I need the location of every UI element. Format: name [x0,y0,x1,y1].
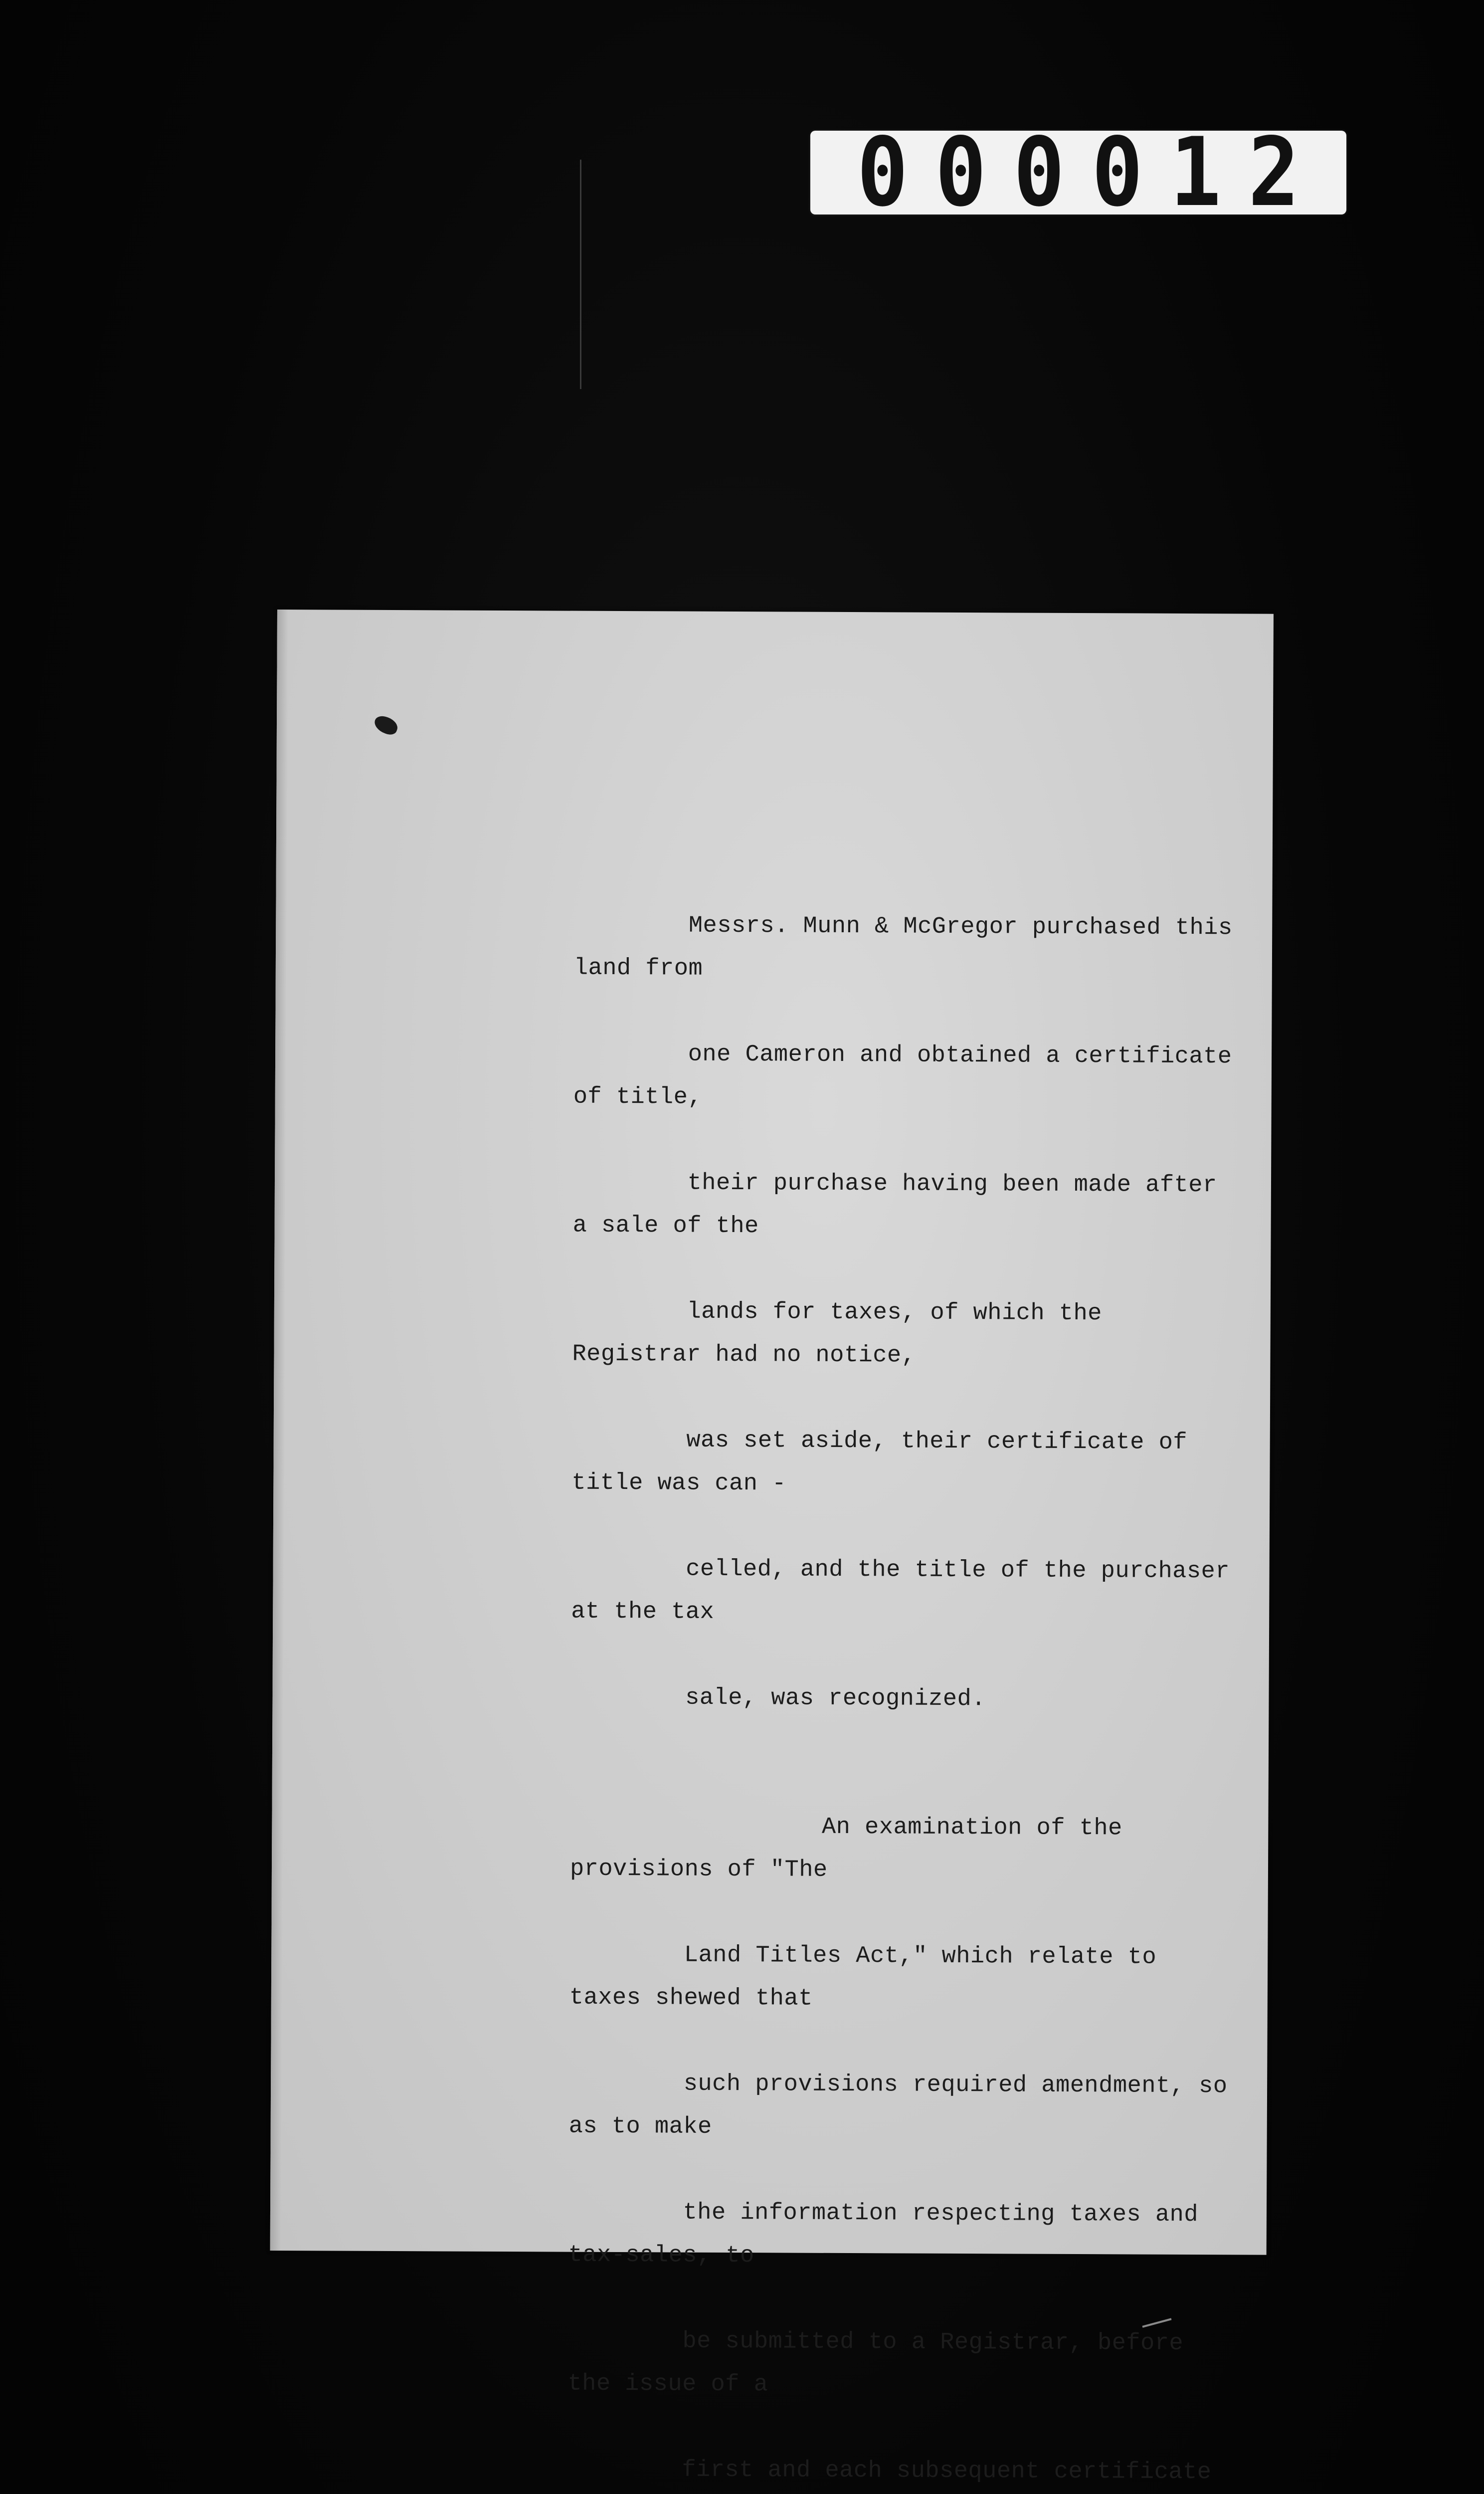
document-page [270,610,1274,2486]
text-line: be submitted to a Registrar, before the issue of a [567,2328,1198,2398]
typed-letter-body [563,861,1247,2494]
text-line: their purchase having been made after a sale of the [572,1170,1232,1240]
text-line: lands for taxes, of which the Registrar had no notice, [572,1298,1116,1369]
text-line: the information respecting taxes and tax-sales, to [568,2199,1213,2270]
text-line: Land Titles Act," which relate to taxes shewed that [569,1942,1171,2012]
text-line: Messrs. Munn & McGregor purchased this land from [573,912,1247,982]
paragraph-1 [570,861,1247,1765]
text-line: such provisions required amendment, so as to make [568,2071,1242,2140]
ink-blot [372,714,400,737]
frame-counter-number: 000012 [857,117,1327,227]
text-line: one Cameron and obtained a certificate of title, [573,1041,1247,1111]
text-line: first and each subsequent certificate [682,2457,1212,2486]
text-line: An examination of the provisions of "The [569,1814,1137,1883]
text-line: was set aside, their certificate of title was can - [571,1427,1202,1497]
frame-counter [810,117,1346,227]
film-scratch [580,160,581,389]
text-line: celled, and the title of the purchaser at the tax [571,1556,1244,1626]
page-edge-shadow [270,610,288,2251]
paragraph-2 [566,1762,1242,2494]
text-line: sale, was recognized. [685,1684,986,1713]
